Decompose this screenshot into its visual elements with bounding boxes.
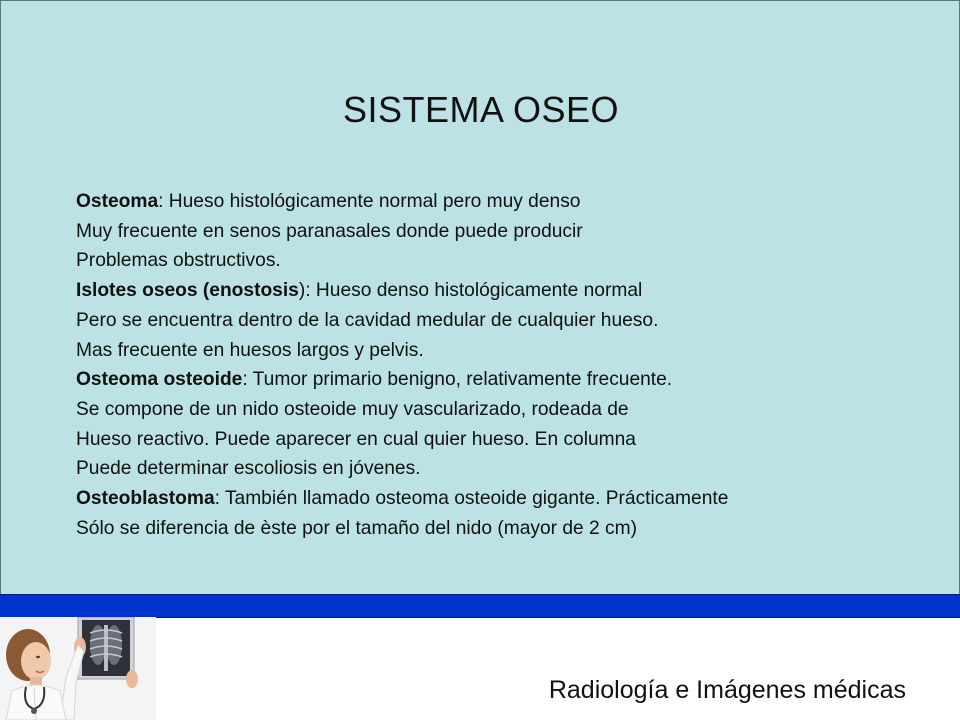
slide-title: SISTEMA OSEO bbox=[342, 89, 620, 130]
doctor-xray-photo bbox=[0, 617, 156, 720]
term: Osteoblastoma bbox=[76, 488, 215, 510]
text-line: Islotes oseos (enostosis): Hueso denso histológicamente normal bbox=[76, 280, 643, 302]
text-line: Osteoblastoma: También llamado osteoma osteoide gigante. Prácticamente bbox=[76, 488, 729, 510]
text-line: Pero se encuentra dentro de la cavidad medular de cualquier hueso. bbox=[76, 309, 659, 331]
text-line: Problemas obstructivos. bbox=[76, 250, 281, 272]
term: Osteoma osteoide bbox=[76, 369, 243, 391]
text-line: Mas frecuente en huesos largos y pelvis. bbox=[76, 339, 424, 361]
term: Islotes oseos (enostosis bbox=[76, 280, 299, 302]
blue-band bbox=[0, 594, 960, 618]
text-line: Puede determinar escoliosis en jóvenes. bbox=[76, 458, 421, 480]
text-line: Osteoma: Hueso histológicamente normal pero muy denso bbox=[76, 191, 581, 212]
text-line: Se compone de un nido osteoide muy vascularizado, rodeada de bbox=[76, 398, 629, 420]
footer-caption: Radiología e Imágenes médicas bbox=[548, 676, 906, 704]
term: Osteoma bbox=[76, 191, 159, 212]
text-line: Osteoma osteoide: Tumor primario benigno, relativamente frecuente. bbox=[76, 369, 673, 391]
text-line: Hueso reactivo. Puede aparecer en cual quier hueso. En columna bbox=[76, 428, 636, 450]
doctor-xray-illustration bbox=[0, 617, 156, 720]
text-line: Muy frecuente en senos paranasales donde puede producir bbox=[76, 220, 583, 242]
slide-body bbox=[76, 187, 936, 543]
text-line: Sólo se diferencia de èste por el tamaño del nido (mayor de 2 cm) bbox=[76, 517, 638, 539]
